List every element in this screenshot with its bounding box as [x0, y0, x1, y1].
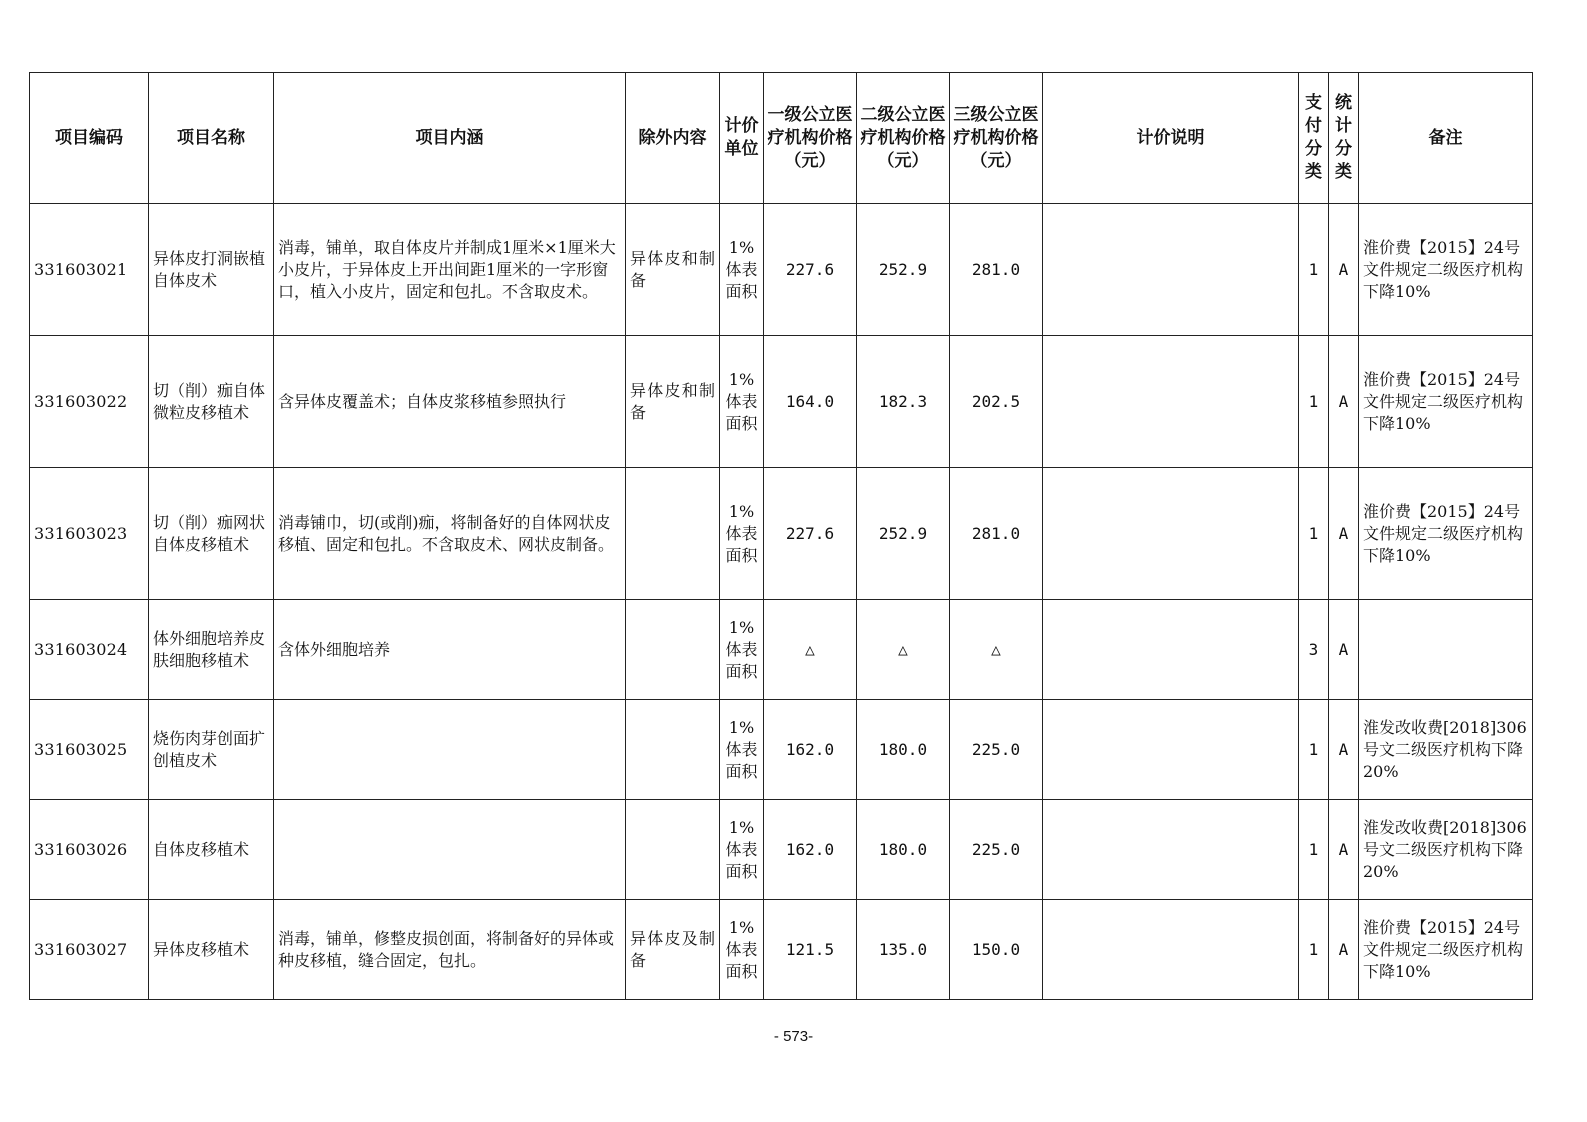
cell-unit: 1%体表面积	[720, 600, 764, 700]
cell-remarks: 淮价费【2015】24号文件规定二级医疗机构下降10%	[1359, 468, 1533, 600]
cell-exclusion: 异体皮和制备	[626, 336, 720, 468]
cell-price-level2: 182.3	[857, 336, 950, 468]
cell-payment: 1	[1299, 204, 1329, 336]
cell-payment: 1	[1299, 700, 1329, 800]
cell-name: 异体皮打洞嵌植自体皮术	[149, 204, 274, 336]
cell-remarks: 淮价费【2015】24号文件规定二级医疗机构下降10%	[1359, 900, 1533, 1000]
cell-exclusion: 异体皮及制备	[626, 900, 720, 1000]
cell-code: 331603027	[30, 900, 149, 1000]
header-remarks: 备注	[1359, 73, 1533, 204]
cell-stats: A	[1329, 700, 1359, 800]
cell-remarks: 淮价费【2015】24号文件规定二级医疗机构下降10%	[1359, 204, 1533, 336]
cell-unit: 1%体表面积	[720, 900, 764, 1000]
header-price-level1: 一级公立医疗机构价格（元）	[764, 73, 857, 204]
cell-price-level1: 227.6	[764, 204, 857, 336]
cell-price-level3: △	[950, 600, 1043, 700]
cell-unit: 1%体表面积	[720, 468, 764, 600]
cell-price-level2: 252.9	[857, 468, 950, 600]
cell-price-level1: 227.6	[764, 468, 857, 600]
cell-remarks: 淮发改收费[2018]306号文二级医疗机构下降20%	[1359, 700, 1533, 800]
cell-price-level1: 121.5	[764, 900, 857, 1000]
cell-exclusion: 异体皮和制备	[626, 204, 720, 336]
cell-exclusion	[626, 600, 720, 700]
cell-name: 切（削）痂网状自体皮移植术	[149, 468, 274, 600]
cell-price-level3: 281.0	[950, 468, 1043, 600]
header-price-level3: 三级公立医疗机构价格（元）	[950, 73, 1043, 204]
header-pricing-note: 计价说明	[1043, 73, 1299, 204]
cell-price-level1: △	[764, 600, 857, 700]
cell-payment: 1	[1299, 900, 1329, 1000]
cell-price-level2: 135.0	[857, 900, 950, 1000]
price-table	[29, 72, 1533, 1000]
cell-code: 331603022	[30, 336, 149, 468]
cell-code: 331603021	[30, 204, 149, 336]
cell-pricing-note	[1043, 204, 1299, 336]
table-row	[30, 336, 1533, 468]
cell-content	[274, 700, 626, 800]
cell-code: 331603023	[30, 468, 149, 600]
cell-name: 自体皮移植术	[149, 800, 274, 900]
cell-stats: A	[1329, 204, 1359, 336]
cell-pricing-note	[1043, 800, 1299, 900]
table-header-row	[30, 73, 1533, 204]
cell-content: 含异体皮覆盖术；自体皮浆移植参照执行	[274, 336, 626, 468]
cell-price-level2: 252.9	[857, 204, 950, 336]
cell-unit: 1%体表面积	[720, 204, 764, 336]
cell-code: 331603025	[30, 700, 149, 800]
cell-stats: A	[1329, 600, 1359, 700]
cell-unit: 1%体表面积	[720, 336, 764, 468]
header-content: 项目内涵	[274, 73, 626, 204]
cell-price-level1: 162.0	[764, 700, 857, 800]
cell-content	[274, 800, 626, 900]
cell-unit: 1%体表面积	[720, 800, 764, 900]
cell-remarks: 淮价费【2015】24号文件规定二级医疗机构下降10%	[1359, 336, 1533, 468]
cell-pricing-note	[1043, 900, 1299, 1000]
header-payment: 支付分类	[1299, 73, 1329, 204]
cell-remarks: 淮发改收费[2018]306号文二级医疗机构下降20%	[1359, 800, 1533, 900]
page-number: - 573-	[773, 1028, 814, 1045]
cell-exclusion	[626, 468, 720, 600]
cell-price-level1: 164.0	[764, 336, 857, 468]
header-unit: 计价单位	[720, 73, 764, 204]
header-stats: 统计分类	[1329, 73, 1359, 204]
cell-exclusion	[626, 700, 720, 800]
cell-stats: A	[1329, 468, 1359, 600]
cell-price-level3: 225.0	[950, 800, 1043, 900]
cell-content: 消毒铺巾，切(或削)痂，将制备好的自体网状皮移植、固定和包扎。不含取皮术、网状皮制备。	[274, 468, 626, 600]
cell-price-level2: 180.0	[857, 800, 950, 900]
cell-code: 331603024	[30, 600, 149, 700]
table-row	[30, 800, 1533, 900]
cell-unit: 1%体表面积	[720, 700, 764, 800]
cell-stats: A	[1329, 336, 1359, 468]
cell-payment: 3	[1299, 600, 1329, 700]
cell-stats: A	[1329, 900, 1359, 1000]
cell-pricing-note	[1043, 468, 1299, 600]
cell-payment: 1	[1299, 336, 1329, 468]
cell-code: 331603026	[30, 800, 149, 900]
cell-content: 消毒，铺单，修整皮损创面，将制备好的异体或种皮移植，缝合固定，包扎。	[274, 900, 626, 1000]
cell-stats: A	[1329, 800, 1359, 900]
cell-price-level3: 225.0	[950, 700, 1043, 800]
cell-price-level3: 202.5	[950, 336, 1043, 468]
header-exclusion: 除外内容	[626, 73, 720, 204]
cell-name: 体外细胞培养皮肤细胞移植术	[149, 600, 274, 700]
table-row	[30, 900, 1533, 1000]
header-price-level2: 二级公立医疗机构价格（元）	[857, 73, 950, 204]
cell-payment: 1	[1299, 468, 1329, 600]
table-row	[30, 468, 1533, 600]
cell-remarks	[1359, 600, 1533, 700]
cell-price-level1: 162.0	[764, 800, 857, 900]
cell-price-level2: △	[857, 600, 950, 700]
cell-name: 切（削）痂自体微粒皮移植术	[149, 336, 274, 468]
table-row	[30, 600, 1533, 700]
cell-name: 烧伤肉芽创面扩创植皮术	[149, 700, 274, 800]
table-row	[30, 204, 1533, 336]
cell-name: 异体皮移植术	[149, 900, 274, 1000]
cell-pricing-note	[1043, 336, 1299, 468]
cell-content: 消毒，铺单，取自体皮片并制成1厘米×1厘米大小皮片，于异体皮上开出间距1厘米的一字形窗口，植入小皮片，固定和包扎。不含取皮术。	[274, 204, 626, 336]
cell-payment: 1	[1299, 800, 1329, 900]
table-row	[30, 700, 1533, 800]
cell-exclusion	[626, 800, 720, 900]
header-name: 项目名称	[149, 73, 274, 204]
cell-content: 含体外细胞培养	[274, 600, 626, 700]
cell-price-level3: 150.0	[950, 900, 1043, 1000]
cell-pricing-note	[1043, 700, 1299, 800]
cell-pricing-note	[1043, 600, 1299, 700]
header-code: 项目编码	[30, 73, 149, 204]
cell-price-level2: 180.0	[857, 700, 950, 800]
cell-price-level3: 281.0	[950, 204, 1043, 336]
